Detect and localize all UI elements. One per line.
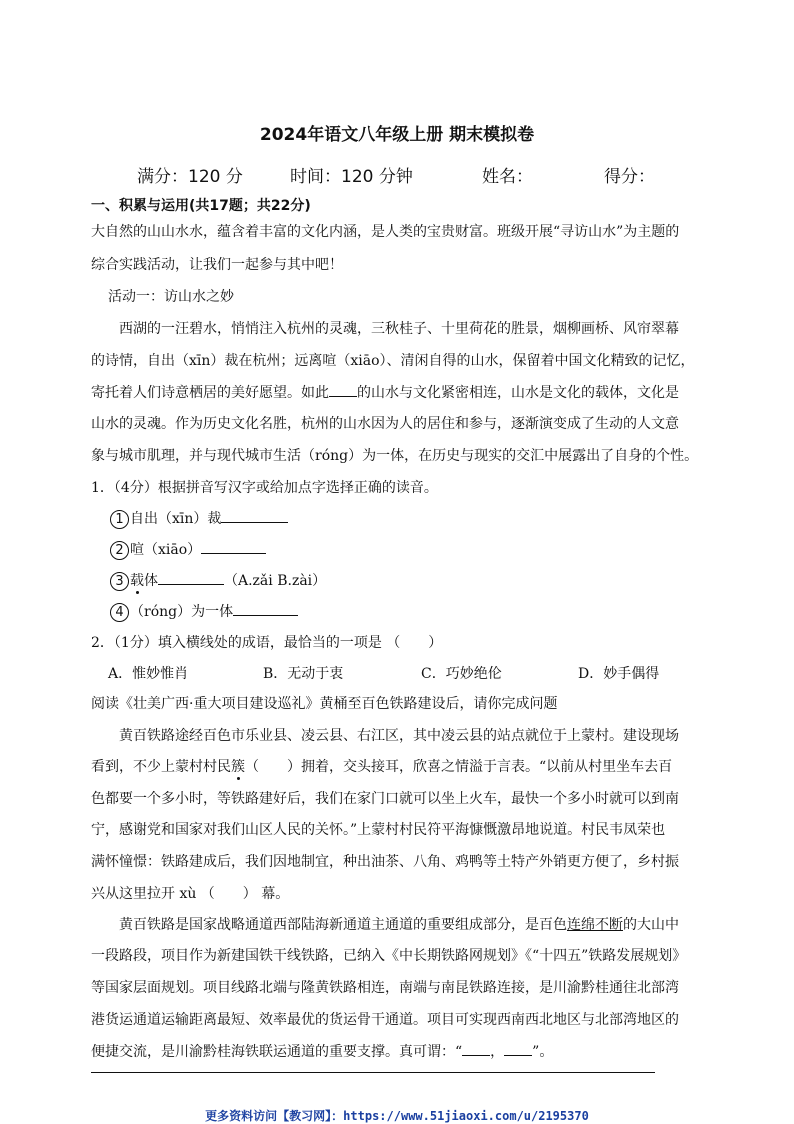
passage1-line: 山水的灵魂。作为历史文化名胜，杭州的山水因为人的居住和参与，逐渐演变成了生动的人文意 [91,416,679,432]
divider-line [91,1072,655,1073]
full-score: 满分：120 分 [137,167,243,187]
section-heading: 一、积累与运用(共17题；共22分) [91,198,311,214]
passage2-line: 满怀憧憬：铁路建成后，我们因地制宜，种出油茶、八角、鸡鸭等土特产外销更方便了，乡村振 [91,854,679,870]
passage1-line: 的诗情，自出（xīn）裁在杭州；远离喧（xiāo）、清闲自得的山水，保留着中国文化精致的记忆， [91,353,695,369]
underlined-phrase: 连绵不断 [567,917,623,933]
passage3-line: 一段路段，项目作为新建国铁干线铁路，已纳入《中长期铁路网规划》《“十四五”铁路发展规划》 [91,948,687,964]
q1-item: 3 载体 （A.zǎi B.zài） [110,570,326,591]
answer-blank[interactable] [462,1041,490,1056]
idiom-blank[interactable] [329,382,357,397]
page-title: 2024年语文八年级上册 期末模拟卷 [259,125,535,145]
option-d[interactable]: D．妙手偶得 [578,666,660,682]
option-c[interactable]: C．巧妙绝伦 [421,666,502,682]
intro-line: 大自然的山山水水，蕴含着丰富的文化内涵，是人类的宝贵财富。班级开展“寻访山水”为主题的 [91,224,680,240]
q1-item: 1 自出（xīn）裁 [110,508,288,529]
passage2-line: 兴从这里拉开 xù （ ） 幕。 [91,886,290,902]
answer-blank[interactable] [233,601,298,616]
exam-time: 时间：120 分钟 [290,167,413,187]
passage2-line: 宁，感谢党和国家对我们山区人民的关怀。”上蒙村村民符平海慷慨激昂地说道。村民韦凤荣也 [91,822,666,838]
passage2-line: 色都要一个多小时，等铁路建好后，我们在家门口就可以坐上火车，最快一个多小时就可以到南 [91,791,679,807]
question-2-stem: 2．（1分）填入横线处的成语，最恰当的一项是 （ ） [91,635,443,651]
question-1-stem: 1．（4分）根据拼音写汉字或给加点字选择正确的读音。 [91,480,438,496]
passage3-line: 黄百铁路是国家战略通道西部陆海新通道主通道的重要组成部分，是百色连绵不断的大山中 [119,917,679,933]
option-a[interactable]: A．惟妙惟肖 [108,666,189,682]
name-field-label: 姓名： [482,167,533,187]
passage1-line: 西湖的一汪碧水，悄悄注入杭州的灵魂，三秋桂子、十里荷花的胜景，烟柳画桥、风帘翠幕 [119,321,679,337]
answer-blank[interactable] [221,508,288,523]
passage1-line: 象与城市肌理，并与现代城市生活（róng）为一体，在历史与现实的交汇中展露出了自身的个性。 [91,448,699,464]
answer-blank[interactable] [158,570,224,585]
footer-link[interactable]: 更多资料访问【教习网】：https://www.51jiaoxi.com/u/2195370 [205,1109,589,1123]
passage3-line: 便捷交流，是川渝黔桂海铁联运通道的重要支撑。真可谓：“ ， ”。 [91,1041,553,1062]
passage1-line: 寄托着人们诗意栖居的美好愿望。如此 的山水与文化紧密相连，山水是文化的载体，文化是 [91,382,679,403]
passage3-line: 等国家层面规划。项目线路北端与隆黄铁路相连，南端与南昆铁路连接，是川渝黔桂通往北部湾 [91,980,679,996]
reading-intro: 阅读《壮美广西·重大项目建设巡礼》黄桶至百色铁路建设后，请你完成问题 [91,696,558,712]
dotted-character: 载 [130,573,144,589]
option-b[interactable]: B．无动于衷 [263,666,344,682]
passage2-line: 黄百铁路途经百色市乐业县、凌云县、右江区，其中凌云县的站点就位于上蒙村。建设现场 [119,728,679,744]
answer-blank[interactable] [201,539,266,554]
passage2-line: 看到，不少上蒙村村民簇（ ）拥着，交头接耳，欣喜之情溢于言表。“以前从村里坐车去百 [91,759,673,775]
q1-item: 4 （róng）为一体 [110,601,298,622]
dotted-character: 簇 [231,759,245,775]
intro-line: 综合实践活动，让我们一起参与其中吧！ [91,257,343,273]
activity-heading: 活动一：访山水之妙 [108,289,234,305]
passage3-line: 港货运通道运输距离最短、效率最优的货运骨干通道。项目可实现西南西北地区与北部湾地区的 [91,1012,679,1028]
answer-blank[interactable] [504,1041,532,1056]
q1-item: 2 喧（xiāo） [110,539,266,560]
score-field-label: 得分： [604,167,655,187]
